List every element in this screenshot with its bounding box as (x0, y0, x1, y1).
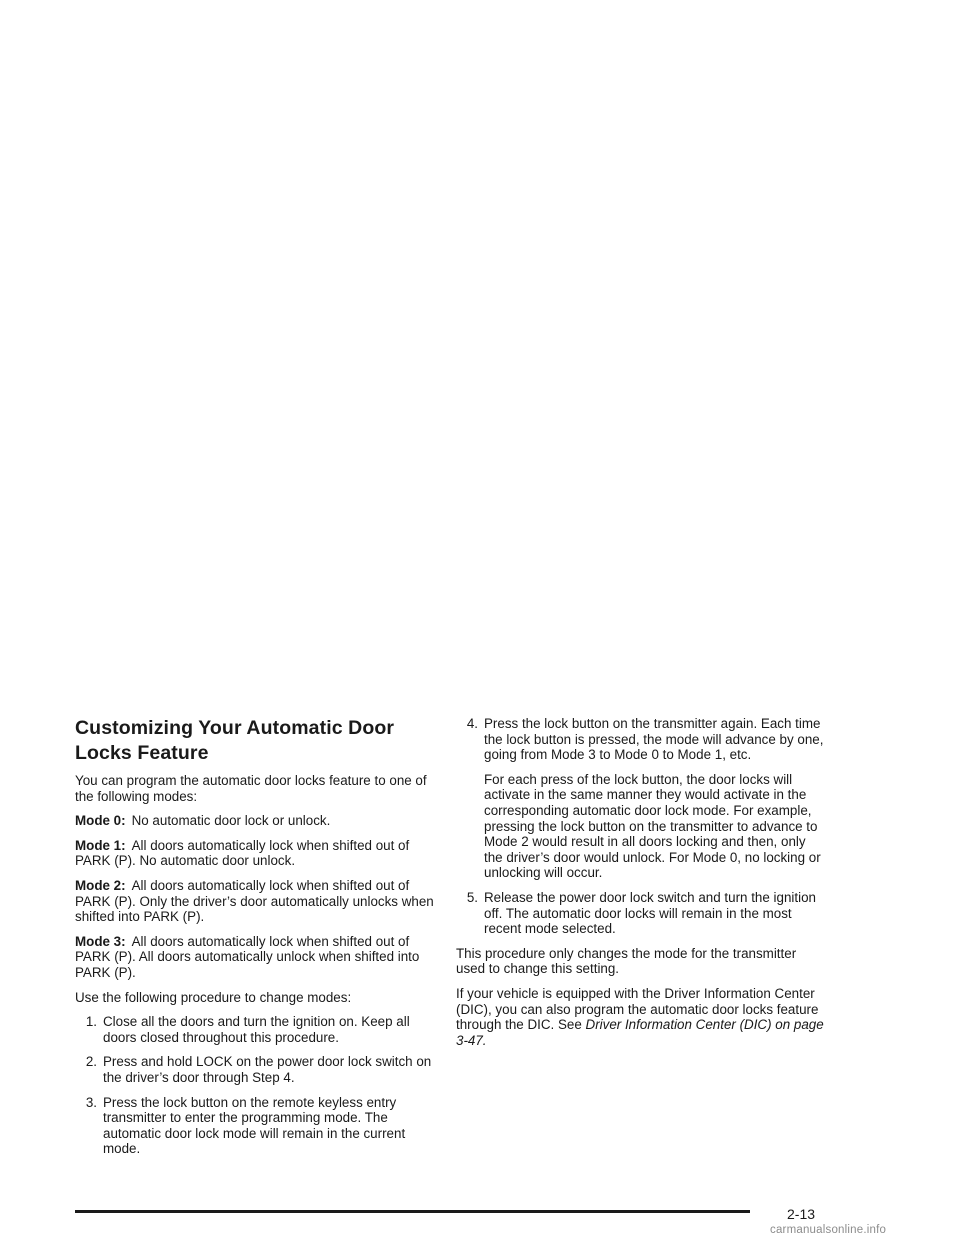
mode-item (75, 838, 445, 869)
page-number: 2-13 (787, 1206, 816, 1222)
mode-label: Mode 3: (75, 933, 126, 949)
step-text: Close all the doors and turn the ignition on. Keep all doors closed throughout this procedure. (103, 1014, 410, 1045)
dic-paragraph (456, 986, 826, 1048)
step-text: Press the lock button on the remote keyless entry transmitter to enter the programming mode. The automatic door lock mode will remain in the current mode. (103, 1094, 406, 1157)
step-text: Release the power door lock switch and turn the ignition off. The automatic door locks will remain in the most recent mode selected. (484, 889, 816, 937)
mode-item (75, 878, 445, 925)
mode-label: Mode 0: (75, 813, 126, 829)
footer-rule (75, 1210, 750, 1213)
right-column (456, 716, 826, 1057)
step-text: Press and hold LOCK on the power door lock switch on the driver’s door through Step 4. (103, 1054, 432, 1085)
section-heading: Customizing Your Automatic Door Locks Feature (75, 717, 395, 764)
mode-text: All doors automatically lock when shifted out of PARK (P). Only the driver’s door automatically unlocks when shifted into PARK (P). (75, 877, 434, 925)
closing-paragraph: This procedure only changes the mode for the transmitter used to change this setting. (456, 945, 797, 977)
mode-item (75, 934, 445, 981)
procedure-step (75, 1095, 445, 1157)
mode-text: All doors automatically lock when shifted out of PARK (P). All doors automatically unlock when shifted into PARK (P). (75, 933, 420, 980)
mode-item (75, 813, 445, 829)
left-column (75, 716, 445, 1166)
procedure-intro: Use the following procedure to change modes: (75, 989, 352, 1005)
step-text: Press the lock button on the transmitter again. Each time the lock button is pressed, the mode will advance by one, going from Mode 3 to Mode 0 to Mode 1, etc. (484, 716, 824, 763)
step-number: 3. (85, 1094, 97, 1110)
step-number: 1. (85, 1014, 97, 1030)
mode-text: All doors automatically lock when shifted out of PARK (P). No automatic door unlock. (75, 837, 410, 869)
step-number: 5. (466, 889, 478, 905)
procedure-step (456, 890, 826, 937)
step-number: 4. (466, 716, 478, 731)
dic-cross-reference: Driver Information Center (DIC) on page 3-47. (456, 1017, 824, 1048)
mode-text: No automatic door lock or unlock. (131, 813, 331, 829)
mode-label: Mode 1: (75, 837, 126, 853)
procedure-step (75, 1014, 445, 1045)
step-note: For each press of the lock button, the door locks will activate in the same manner they would activate in the corresponding automatic door lock mode. For example, pressing the lock button on the transmitter to advance to Mode 2 would result in all doors locking and then, only the driver’s door would unlock. For Mode 0, no locking or unlocking will occur. (484, 771, 821, 881)
mode-label: Mode 2: (75, 877, 126, 893)
dic-text: If your vehicle is equipped with the Driver Information Center (DIC), you can also program the automatic door locks feature through the DIC. See (456, 985, 819, 1033)
watermark: carmanualsonline.info (770, 1224, 887, 1236)
step-number: 2. (85, 1054, 97, 1070)
procedure-step (456, 716, 826, 763)
procedure-step (75, 1054, 445, 1085)
intro-paragraph: You can program the automatic door locks feature to one of the following modes: (75, 773, 427, 804)
